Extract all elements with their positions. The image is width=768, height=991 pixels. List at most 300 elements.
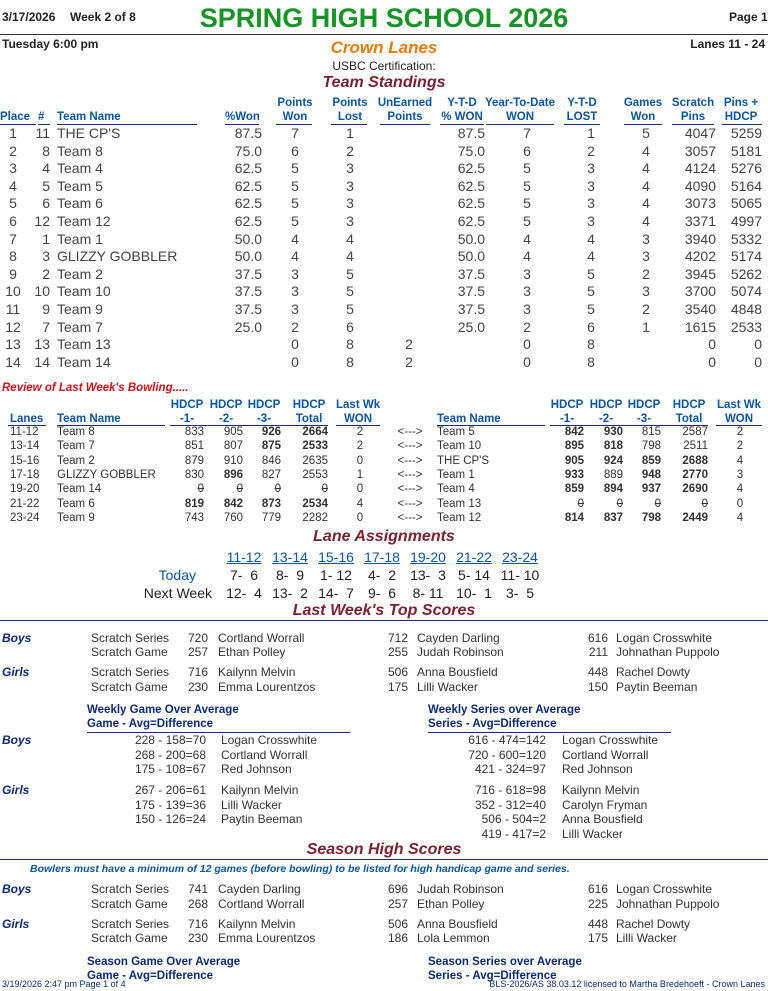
boys-series-score: 720 (187, 631, 208, 645)
season-girls-game-name: Lilli Wacker (616, 931, 677, 945)
review-right-rt_total: 0 (701, 497, 708, 510)
standings-ytdw: 5 (523, 177, 531, 194)
footer-right: BLS-2026/AS 38.03.12 licensed to Martha Bredehoeft - Crown Lanes (489, 979, 765, 989)
standings-num: 9 (42, 301, 50, 317)
rv-col-g1a-r: HDCP (550, 399, 584, 411)
girls-series-label: Scratch Series (91, 665, 170, 679)
standings-pl: 8 (346, 336, 354, 353)
col-ue (376, 96, 434, 124)
standings-sp: 0 (708, 353, 716, 370)
review-right-won: 4 (736, 454, 744, 467)
standings-team: Team 12 (57, 213, 111, 229)
col-sp-1: Scratch (671, 97, 715, 109)
review-left-l2: 896 (223, 468, 243, 481)
standings-ue: 2 (405, 336, 413, 353)
standings-place: 4 (9, 177, 17, 194)
standings-ph: 5276 (730, 160, 762, 177)
boys-game-score: 211 (588, 645, 608, 659)
standings-gw: 4 (642, 195, 650, 212)
review-vs: <---> (397, 468, 423, 481)
review-left-won: 0 (356, 511, 364, 524)
review-team-left: Team 8 (57, 426, 95, 438)
standings-ph: 0 (754, 353, 762, 370)
review-left-lt_total: 2534 (302, 497, 328, 510)
review-left-lt_total: 2635 (302, 454, 328, 467)
rv-col-g1-r (550, 398, 584, 426)
standings-row (0, 195, 768, 213)
review-left-l3: 875 (261, 440, 281, 453)
rv-col-tb-r: Total (675, 413, 703, 425)
review-lanes: 21-22 (10, 497, 40, 510)
certification: USBC Certification: (332, 59, 436, 73)
review-team-right: Team 4 (437, 483, 475, 496)
boys-game-avg-name: Logan Crosswhite (221, 733, 318, 747)
season-divider (0, 859, 768, 860)
lane-pair-label: 19-20 (410, 549, 446, 565)
col-pl (327, 96, 373, 124)
standings-gw: 4 (642, 213, 650, 229)
today-matchup: 1- 12 (320, 567, 352, 583)
day-time: Tuesday 6:00 pm (2, 37, 99, 51)
standings-ytdl: 5 (587, 301, 595, 317)
review-row (0, 455, 768, 469)
girls-game-avg-diff: 150 - 126=24 (134, 812, 206, 826)
col-pw-1: Points (277, 97, 313, 109)
girls-game-score: 175 (387, 680, 408, 694)
review-team-left: Team 14 (57, 483, 102, 496)
review-team-left: GLIZZY GOBBLER (57, 468, 156, 481)
col-ytdl-2: LOST (566, 111, 598, 123)
girls-game-name: Lilli Wacker (417, 680, 478, 694)
girls-series-score: 448 (587, 665, 608, 679)
girls-series-avg-name: Lilli Wacker (562, 826, 623, 841)
season-boys-game-name: Ethan Polley (417, 897, 485, 911)
standings-row (0, 354, 768, 372)
review-row (0, 440, 768, 454)
standings-row (0, 319, 768, 337)
col-ph-1: Pins + (723, 97, 759, 109)
boys-series-avg-diff: 421 - 324=97 (474, 762, 546, 776)
review-row (0, 498, 768, 512)
review-right-won: 4 (736, 483, 744, 496)
standings-ytdl: 8 (587, 353, 595, 370)
review-right-r1: 814 (564, 511, 584, 524)
standings-team: GLIZZY GOBBLER (57, 248, 178, 265)
review-right-r1: 905 (564, 454, 584, 467)
girls-game-avg-diff: 175 - 139=36 (134, 797, 206, 812)
standings-place: 9 (9, 265, 17, 282)
review-left-won: 4 (356, 497, 364, 510)
review-right-r3: 859 (641, 454, 661, 467)
col-ytdw-2: WON (505, 111, 535, 123)
today-matchup: 13- 3 (410, 567, 446, 583)
standings-ph: 5065 (730, 195, 762, 212)
standings-place: 7 (9, 230, 17, 247)
center-name: Crown Lanes (330, 38, 438, 57)
standings-ytdw: 2 (523, 318, 531, 335)
col-num: # (38, 111, 45, 123)
standings-place: 10 (5, 283, 21, 300)
season-girls-series-name: Rachel Dowty (616, 917, 691, 931)
standings-ytdw: 5 (523, 160, 531, 177)
standings-ph: 2533 (730, 318, 762, 335)
rv-col-won (336, 398, 380, 426)
next-matchup: 3- 5 (505, 585, 534, 601)
rv-col-lanes: Lanes (10, 413, 44, 425)
review-right-r2: 930 (603, 426, 623, 438)
standings-num: 14 (34, 353, 50, 370)
standings-ytdl: 6 (587, 318, 595, 335)
review-vs: <---> (397, 440, 423, 453)
rv-col-total (290, 398, 328, 426)
girls-series-avg-diff: 419 - 417=2 (481, 826, 546, 841)
standings-ph: 5164 (730, 177, 762, 194)
season-boys-series-label: Scratch Series (91, 882, 170, 896)
standings-pct: 62.5 (234, 177, 262, 194)
boys-series-avg-diff: 616 - 474=142 (468, 733, 546, 747)
season-boys-series-score: 616 (587, 882, 608, 896)
review-team-right: Team 5 (437, 426, 475, 438)
boys-game-name: Ethan Polley (218, 645, 286, 659)
series-avg-sub: Series - Avg=Difference (428, 718, 557, 730)
col-ytdw (484, 96, 556, 124)
review-vs: <---> (397, 497, 423, 510)
standings-ytdl: 4 (587, 248, 595, 265)
girls-series-name: Anna Bousfield (417, 665, 498, 679)
boys-game-avg-name: Red Johnson (221, 762, 292, 776)
girls-series-avg-diff: 506 - 504=2 (481, 812, 546, 826)
rv-col-ta-r: HDCP (672, 399, 706, 411)
rv-col-tb: Total (295, 413, 323, 425)
week-label: Week 2 of 8 (70, 10, 136, 24)
lane-assignments-title: Lane Assignments (313, 528, 455, 545)
standings-pl: 5 (346, 265, 354, 282)
review-row (0, 426, 768, 440)
col-gw (622, 96, 664, 124)
today-label: Today (158, 567, 196, 583)
review-left-lt_total: 2553 (302, 468, 328, 481)
standings-ph: 4997 (730, 213, 762, 229)
review-right-r3: 798 (641, 511, 661, 524)
review-left-l3: 873 (261, 497, 281, 510)
review-lanes: 15-16 (10, 454, 40, 467)
girls-game-avg-name: Lilli Wacker (221, 797, 282, 812)
standings-pw: 5 (291, 160, 299, 177)
review-right-rt_total: 2587 (682, 426, 708, 438)
girls-series-score: 506 (387, 665, 408, 679)
col-pw-2: Won (282, 111, 308, 123)
standings-pw: 0 (291, 336, 299, 353)
boys-series-score: 616 (587, 631, 608, 645)
standings-ph: 5174 (730, 248, 762, 265)
rv-col-g3 (247, 398, 281, 426)
standings-sp: 4047 (684, 125, 716, 141)
boys-game-avg-diff: 175 - 108=67 (134, 762, 206, 776)
standings-gw: 2 (642, 265, 650, 282)
review-lanes: 17-18 (10, 468, 40, 481)
col-pl-1: Points (332, 97, 368, 109)
rv-col-g3b: -3- (256, 413, 272, 425)
girls-series-avg-diff: 716 - 618=98 (474, 783, 546, 797)
standings-ytdpct: 25.0 (457, 318, 485, 335)
standings-ytdpct: 50.0 (457, 230, 485, 247)
standings-gw: 3 (642, 283, 650, 300)
review-lanes: 23-24 (10, 511, 40, 524)
review-right-r3: 815 (641, 426, 661, 438)
review-right-won: 2 (736, 426, 744, 438)
standings-pw: 4 (291, 230, 299, 247)
standings-row (0, 283, 768, 301)
girls-game-name: Emma Lourentzos (218, 680, 316, 694)
season-girls-series-score: 448 (587, 917, 608, 931)
standings-pw: 4 (291, 248, 299, 265)
rv-col-wb-r: WON (724, 413, 754, 425)
rv-col-ta: HDCP (292, 399, 326, 411)
standings-pw: 3 (291, 301, 299, 317)
rv-col-total-r (670, 398, 708, 426)
next-matchup: 14- 7 (318, 585, 354, 601)
col-ytdw-1: Year-To-Date (484, 97, 556, 109)
lane-pair-label: 21-22 (456, 549, 492, 565)
girls-label: Girls (2, 665, 30, 679)
rv-col-team-r: Team Name (437, 413, 501, 425)
review-right-r2: 837 (603, 511, 623, 524)
today-matchup: 8- 9 (275, 567, 304, 583)
standings-gw: 4 (642, 160, 650, 177)
standings-pct: 75.0 (234, 142, 262, 159)
standings-pct: 62.5 (234, 160, 262, 177)
standings-pw: 3 (291, 283, 299, 300)
standings-ytdw: 3 (523, 265, 531, 282)
standings-team: Team 1 (57, 230, 103, 247)
standings-pl: 3 (346, 195, 354, 212)
report-date: 3/17/2026 (2, 10, 56, 24)
standings-row (0, 125, 768, 143)
standings-ytdl: 3 (587, 195, 595, 212)
review-right-rt_total: 2511 (683, 440, 708, 453)
season-girls-series-score: 506 (387, 917, 408, 931)
review-team-left: Team 7 (57, 440, 95, 453)
standings-pw: 0 (291, 353, 299, 370)
review-left-l3: 827 (261, 468, 281, 481)
boys-series-name: Logan Crosswhite (616, 631, 713, 645)
review-left-l2: 760 (223, 511, 243, 524)
review-right-r2: 924 (603, 454, 623, 467)
standings-team: Team 7 (57, 318, 103, 335)
standings-ytdl: 5 (587, 283, 595, 300)
lane-pair-label: 15-16 (318, 549, 354, 565)
standings-team: Team 5 (57, 177, 103, 194)
standings-gw: 3 (642, 230, 650, 247)
standings-gw: 4 (642, 142, 650, 159)
review-right-r1: 0 (577, 497, 584, 510)
lanes-range: Lanes 11 - 24 (690, 37, 765, 51)
rv-col-wb: WON (343, 413, 373, 425)
standings-ph: 5259 (730, 125, 762, 141)
standings-place: 3 (9, 160, 17, 177)
season-girls-series-name: Anna Bousfield (417, 917, 498, 931)
boys-game-name: Judah Robinson (417, 645, 504, 659)
today-matchup: 7- 6 (229, 567, 258, 583)
season-boys-series-name: Judah Robinson (417, 882, 504, 896)
col-sp-2: Pins (680, 111, 706, 123)
standings-row (0, 178, 768, 196)
boys-series-avg-diff: 720 - 600=120 (468, 747, 546, 762)
standings-sp: 1615 (684, 318, 716, 335)
standings-pct: 62.5 (234, 195, 262, 212)
rv-col-team: Team Name (57, 413, 121, 425)
standings-pct: 50.0 (234, 248, 262, 265)
review-right-rt_total: 2449 (682, 511, 708, 524)
standings-num: 8 (42, 142, 50, 159)
season-game-avg-title: Season Game Over Average (87, 956, 241, 968)
season-boys-game-name: Johnathan Puppolo (616, 897, 720, 911)
season-girls-series-score: 716 (187, 917, 208, 931)
standings-ytdpct: 62.5 (457, 160, 485, 177)
standings-ytdl: 1 (587, 125, 595, 141)
standings-num: 6 (42, 195, 50, 212)
standings-ytdl: 3 (587, 160, 595, 177)
season-boys-label: Boys (2, 882, 32, 896)
standings-team: Team 13 (57, 336, 111, 353)
col-place: Place (0, 111, 31, 123)
standings-num: 2 (42, 265, 50, 282)
boys-game-name: Johnathan Puppolo (616, 645, 720, 659)
standings-num: 3 (42, 248, 50, 265)
standings-team: Team 9 (57, 301, 103, 317)
girls-series-avg-name: Anna Bousfield (562, 812, 643, 826)
standings-ytdl: 3 (587, 177, 595, 194)
review-right-won: 2 (736, 440, 744, 453)
standings-row (0, 301, 768, 319)
season-title: Season High Scores (306, 841, 462, 858)
standings-pl: 6 (346, 318, 354, 335)
review-left-won: 1 (356, 468, 364, 481)
col-pl-2: Lost (337, 111, 363, 123)
lane-pair-label: 11-12 (226, 549, 262, 565)
rv-col-g2b-r: -2- (598, 413, 614, 425)
col-ytdpct-1: Y-T-D (447, 97, 477, 109)
standings-num: 11 (35, 125, 50, 141)
standings-num: 5 (42, 177, 50, 194)
standings-sp: 4090 (684, 177, 716, 194)
girls-series-avg-name: Carolyn Fryman (562, 797, 648, 812)
standings-team: Team 14 (57, 353, 111, 370)
boys-game-label: Scratch Game (91, 645, 168, 659)
review-team-right: Team 12 (437, 511, 482, 524)
review-lanes: 11-12 (10, 426, 39, 438)
page-number: Page 1 (729, 10, 768, 24)
standings-gw: 1 (642, 318, 650, 335)
rv-col-g1b-r: -1- (559, 413, 575, 425)
standings-sp: 3540 (684, 301, 716, 317)
girls-game-avg-name: Kailynn Melvin (221, 783, 299, 797)
standings-gw: 5 (642, 125, 650, 141)
standings-pct: 37.5 (234, 301, 262, 317)
season-girls-game-score: 230 (187, 931, 208, 945)
standings-ytdpct: 62.5 (457, 177, 485, 194)
boys-game-score: 255 (387, 645, 408, 659)
standings-ph: 5262 (730, 265, 762, 282)
standings-pw: 6 (291, 142, 299, 159)
season-note: Bowlers must have a minimum of 12 games (before bowling) to be listed for high handicap game and series. (30, 863, 570, 875)
review-vs: <---> (397, 426, 423, 438)
standings-ytdl: 2 (587, 142, 595, 159)
standings-pct: 37.5 (234, 265, 262, 282)
boys-label: Boys (2, 631, 32, 645)
season-boys-series-score: 741 (187, 882, 208, 896)
standings-pl: 4 (346, 248, 354, 265)
review-left-won: 2 (356, 440, 364, 453)
review-right-rt_total: 2688 (682, 454, 708, 467)
standings-ytdpct: 62.5 (457, 195, 485, 212)
standings-ytdpct: 37.5 (457, 301, 485, 317)
rv-col-g3b-r: -3- (636, 413, 652, 425)
col-ytdpct (438, 96, 486, 124)
next-matchup: 12- 4 (226, 585, 262, 601)
review-right-r1: 933 (564, 468, 584, 481)
review-right-won: 3 (736, 468, 744, 481)
girls-series-name: Rachel Dowty (616, 665, 691, 679)
standings-ytdl: 3 (587, 213, 595, 229)
review-team-right: Team 10 (437, 440, 482, 453)
season-boys-game-score: 225 (587, 897, 608, 911)
review-right-r1: 895 (564, 440, 584, 453)
standings-pct: 37.5 (234, 283, 262, 300)
standings-sp: 3945 (684, 265, 716, 282)
standings-pct: 62.5 (234, 213, 262, 229)
standings-gw: 4 (642, 177, 650, 194)
rv-col-g2a-r: HDCP (589, 399, 623, 411)
standings-sp: 3700 (684, 283, 716, 300)
girls-series-name: Kailynn Melvin (218, 665, 296, 679)
standings-ph: 5074 (730, 283, 762, 300)
col-pct: %Won (225, 111, 260, 123)
standings-sp: 3057 (684, 142, 716, 159)
standings-pl: 1 (346, 125, 354, 141)
col-ytdpct-2: % WON (441, 111, 483, 123)
standings-ytdw: 3 (523, 301, 531, 317)
standings-pct: 50.0 (234, 230, 262, 247)
standings-team: THE CP'S (57, 125, 121, 141)
review-left-l1: 819 (184, 497, 204, 510)
review-left-lt_total: 2664 (302, 426, 328, 438)
standings-place: 1 (9, 125, 17, 141)
review-right-r1: 859 (564, 483, 584, 496)
boys-game-score: 257 (187, 645, 208, 659)
review-left-won: 0 (356, 483, 364, 496)
season-girls-game-score: 186 (387, 931, 408, 945)
standings-pl: 5 (346, 283, 354, 300)
girls-game-score: 230 (187, 680, 208, 694)
review-left-l2: 807 (223, 440, 243, 453)
lane-pair-label: 17-18 (364, 549, 400, 565)
rv-col-g3a: HDCP (247, 399, 281, 411)
standings-ytdpct: 37.5 (457, 283, 485, 300)
review-left-l3: 926 (261, 426, 281, 438)
standings-row (0, 266, 768, 284)
standings-ytdw: 0 (523, 336, 531, 353)
col-ytdl-1: Y-T-D (567, 97, 597, 109)
standings-place: 14 (5, 353, 21, 370)
standings-ytdpct: 75.0 (457, 142, 485, 159)
review-right-r3: 948 (641, 468, 661, 481)
standings-ytdl: 5 (587, 265, 595, 282)
standings-ph: 5181 (730, 142, 762, 159)
standings-pl: 4 (346, 230, 354, 247)
boys-game-avg-diff: 268 - 200=68 (134, 747, 206, 762)
standings-pct: 87.5 (234, 125, 262, 141)
